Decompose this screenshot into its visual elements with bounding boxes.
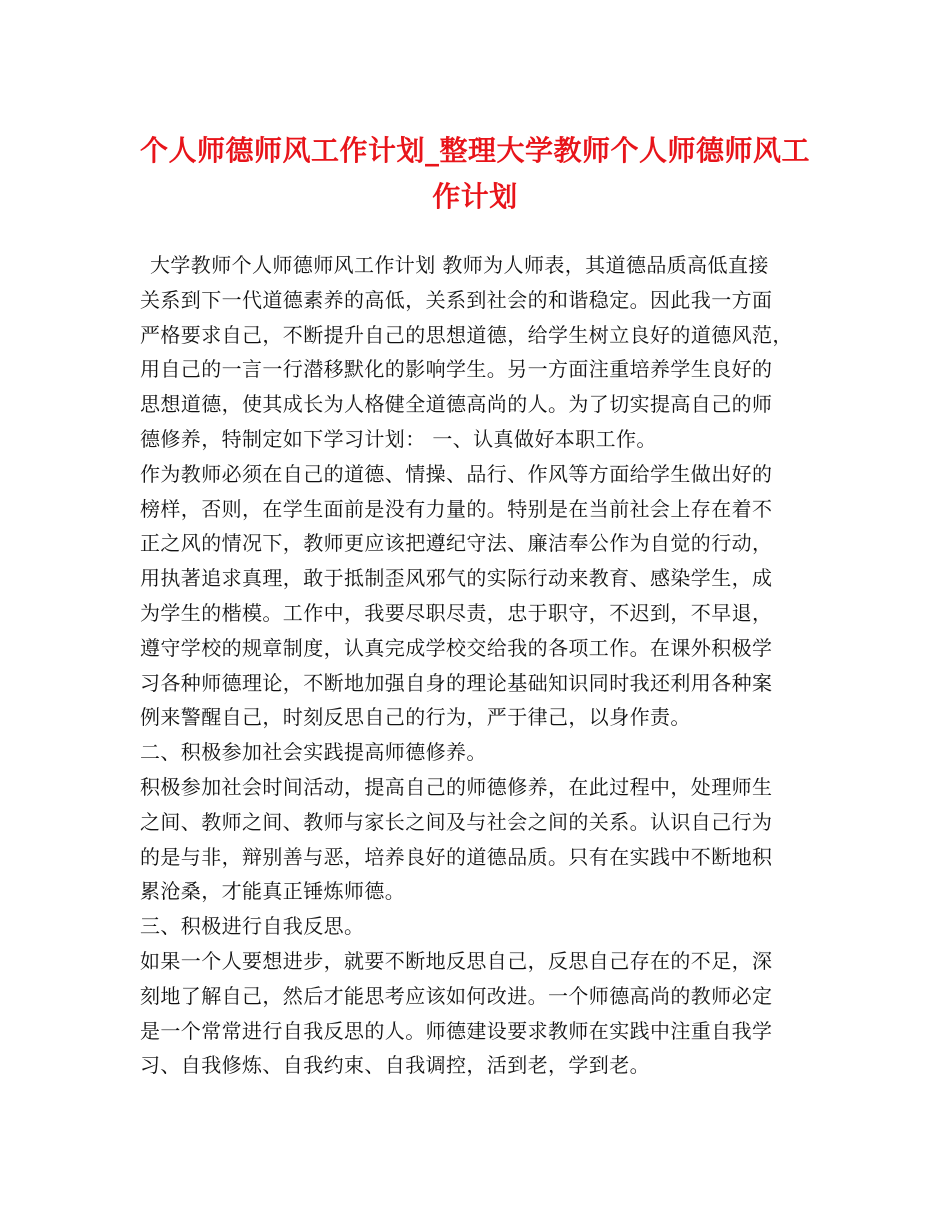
title-line: 作计划 — [432, 180, 518, 213]
section-heading: 三、积极进行自我反思。 — [140, 914, 365, 939]
body-line: 积极参加社会时间活动，提高自己的师德修养，在此过程中，处理师生 — [140, 774, 773, 799]
body-line: 累沧桑，才能真正锤炼师德。 — [140, 879, 406, 904]
body-line: 用自己的一言一行潜移默化的影响学生。另一方面注重培养学生良好的 — [140, 357, 773, 382]
document-body — [140, 248, 840, 1083]
body-line: 的是与非，辩别善与恶，培养良好的道德品质。只有在实践中不断地积 — [140, 844, 773, 869]
body-line: 榜样，否则，在学生面前是没有力量的。特别是在当前社会上存在着不 — [140, 496, 773, 521]
body-line: 遵守学校的规章制度，认真完成学校交给我的各项工作。在课外积极学 — [140, 635, 773, 660]
title-line: 个人师德师风工作计划_整理大学教师个人师德师风工 — [139, 134, 810, 167]
body-line: 严格要求自己，不断提升自己的思想道德，给学生树立良好的道德风范， — [140, 322, 793, 347]
body-line: 德修养，特制定如下学习计划： 一、认真做好本职工作。 — [140, 426, 657, 451]
body-line: 关系到下一代道德素养的高低，关系到社会的和谐稳定。因此我一方面 — [140, 287, 773, 312]
body-line: 大学教师个人师德师风工作计划 教师为人师表，其道德品质高低直接 — [150, 253, 769, 277]
body-line: 刻地了解自己，然后才能思考应该如何改进。一个师德高尚的教师必定 — [140, 983, 773, 1008]
body-line: 是一个常常进行自我反思的人。师德建设要求教师在实践中注重自我学 — [140, 1018, 773, 1043]
document-title — [120, 128, 830, 220]
body-line: 为学生的楷模。工作中，我要尽职尽责，忠于职守，不迟到，不早退， — [140, 600, 773, 625]
body-line: 之间、教师之间、教师与家长之间及与社会之间的关系。认识自己行为 — [140, 809, 773, 834]
section-heading: 二、积极参加社会实践提高师德修养。 — [140, 740, 487, 765]
body-line: 例来警醒自己，时刻反思自己的行为，严于律己，以身作责。 — [140, 705, 691, 730]
body-line: 作为教师必须在自己的道德、情操、品行、作风等方面给学生做出好的 — [140, 461, 773, 486]
body-line: 习、自我修炼、自我约束、自我调控，活到老，学到老。 — [140, 1053, 650, 1078]
body-line: 正之风的情况下，教师更应该把遵纪守法、廉洁奉公作为自觉的行动， — [140, 531, 773, 556]
body-line: 如果一个人要想进步，就要不断地反思自己，反思自己存在的不足，深 — [140, 948, 773, 973]
body-line: 用执著追求真理，敢于抵制歪风邪气的实际行动来教育、感染学生，成 — [140, 566, 773, 591]
body-line: 思想道德，使其成长为人格健全道德高尚的人。为了切实提高自己的师 — [140, 392, 773, 417]
body-line: 习各种师德理论，不断地加强自身的理论基础知识同时我还利用各种案 — [140, 670, 773, 695]
